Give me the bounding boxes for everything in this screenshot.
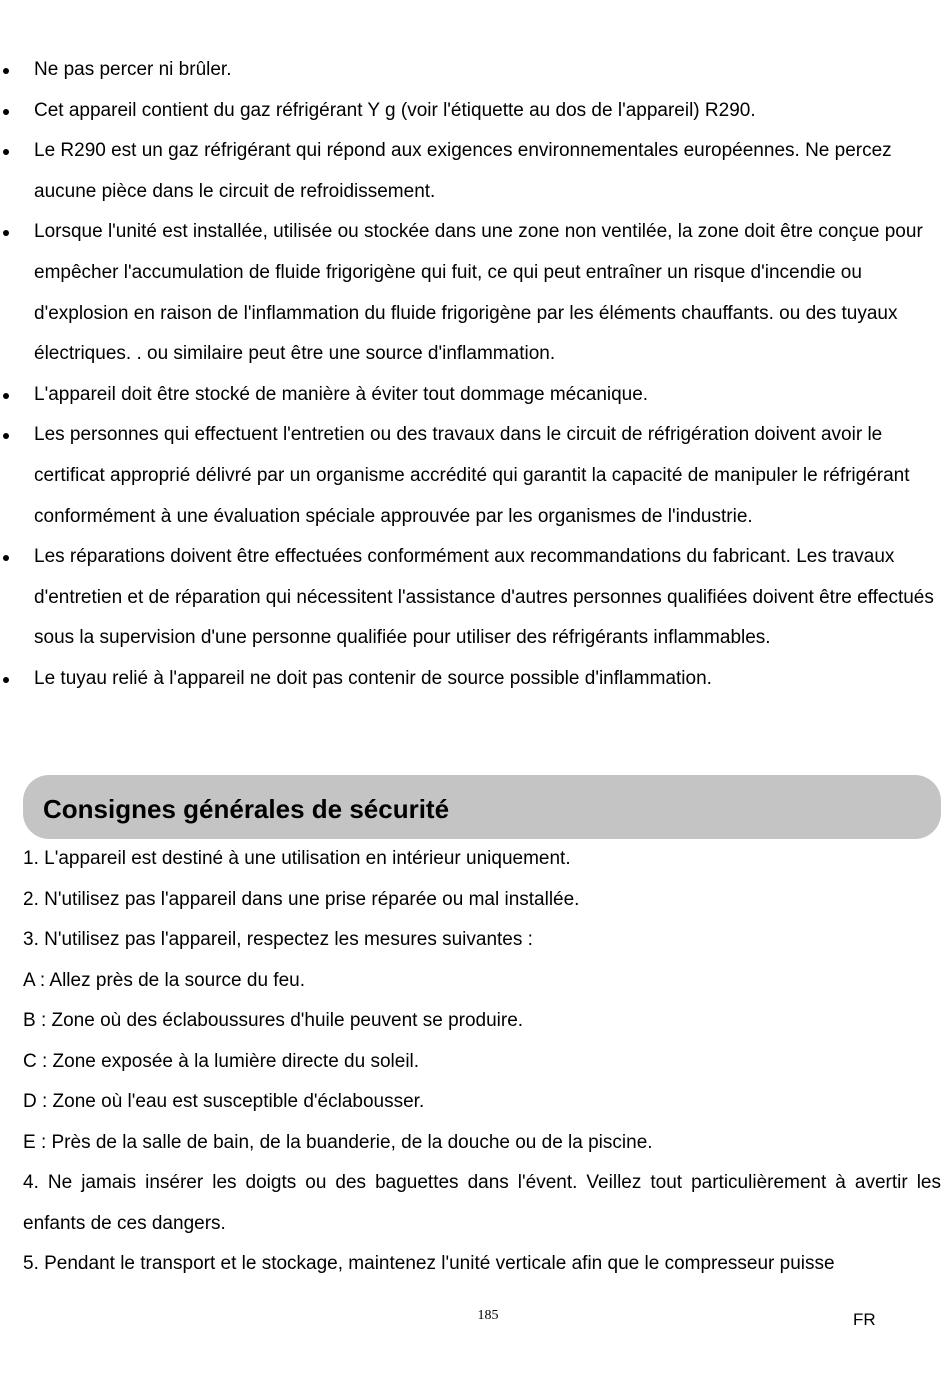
- bullet-item: [0, 415, 950, 537]
- section-title: Consignes générales de sécurité: [43, 794, 450, 824]
- safety-item: C : Zone exposée à la lumière directe du soleil.: [23, 1050, 420, 1072]
- bullet-item: [0, 537, 950, 659]
- bullet-dot-icon: [3, 230, 9, 236]
- bullet-text: Ne pas percer ni brûler.: [34, 59, 232, 80]
- safety-item: B : Zone où des éclaboussures d'huile peuvent se produire.: [23, 1010, 524, 1031]
- bullet-dot-icon: [3, 109, 9, 115]
- section-header: [23, 775, 941, 839]
- safety-instructions-list: [23, 839, 941, 1285]
- safety-item: D : Zone où l'eau est susceptible d'éclabousser.: [23, 1091, 425, 1112]
- bullet-text: Lorsque l'unité est installée, utilisée ou stockée dans une zone non ventilée, la zone doit être conçue pour empêcher l'accumulation de fluide frigorigène qui fuit, ce qui peut entraîner un risque d'incendie ou d'explosion en raison de l'inflammation du fluide frigorigène par les éléments chauffants. ou des tuyaux électriques. . ou similaire peut être une source d'inflammation.: [34, 221, 923, 365]
- safety-item: A : Allez près de la source du feu.: [23, 969, 306, 991]
- bullet-dot-icon: [3, 677, 9, 683]
- bullet-dot-icon: [3, 149, 9, 155]
- safety-item: E : Près de la salle de bain, de la buanderie, de la douche ou de la piscine.: [23, 1131, 653, 1153]
- bullet-item: [0, 50, 950, 91]
- page-number: 185: [477, 1308, 499, 1323]
- warning-bullet-list: [0, 50, 950, 700]
- bullet-text: Cet appareil contient du gaz réfrigérant Y g (voir l'étiquette au dos de l'appareil) R290.: [34, 99, 756, 121]
- bullet-text: Le tuyau relié à l'appareil ne doit pas contenir de source possible d'inflammation.: [34, 667, 712, 689]
- bullet-dot-icon: [3, 393, 9, 399]
- bullet-text: Les réparations doivent être effectuées conformément aux recommandations du fabricant. Les travaux d'entretien et de réparation qui nécessitent l'assistance d'autres personnes qualifiées doivent être effectués sous la supervision d'une personne qualifiée pour utiliser des réfrigérants inflammables.: [34, 546, 934, 649]
- bullet-dot-icon: [3, 68, 9, 74]
- safety-item: 2. N'utilisez pas l'appareil dans une prise réparée ou mal installée.: [23, 888, 580, 910]
- bullet-item: [0, 659, 950, 700]
- bullet-item: [0, 131, 950, 212]
- bullet-dot-icon: [3, 555, 9, 561]
- language-code: FR: [853, 1310, 876, 1329]
- bullet-text: Le R290 est un gaz réfrigérant qui répond aux exigences environnementales européennes. Ne percez aucune pièce dans le circuit de refroidissement.: [34, 140, 892, 202]
- bullet-item: [0, 212, 950, 374]
- safety-item: 4. Ne jamais insérer les doigts ou des baguettes dans l'évent. Veillez tout particulièrement à avertir les enfants de ces dangers.: [23, 1172, 941, 1234]
- safety-item: 1. L'appareil est destiné à une utilisation en intérieur uniquement.: [23, 848, 571, 869]
- safety-item: 3. N'utilisez pas l'appareil, respectez les mesures suivantes :: [23, 929, 533, 950]
- bullet-text: L'appareil doit être stocké de manière à éviter tout dommage mécanique.: [34, 383, 649, 405]
- bullet-item: [0, 91, 950, 132]
- bullet-text: Les personnes qui effectuent l'entretien ou des travaux dans le circuit de réfrigération doivent avoir le certificat approprié délivré par un organisme accrédité qui garantit la capacité de manipuler le réfrigérant conformément à une évaluation spéciale approuvée par les organismes de l'industrie.: [34, 424, 910, 527]
- bullet-dot-icon: [3, 433, 9, 439]
- safety-item: 5. Pendant le transport et le stockage, maintenez l'unité verticale afin que le compresseur puisse: [23, 1253, 835, 1274]
- bullet-item: [0, 375, 950, 416]
